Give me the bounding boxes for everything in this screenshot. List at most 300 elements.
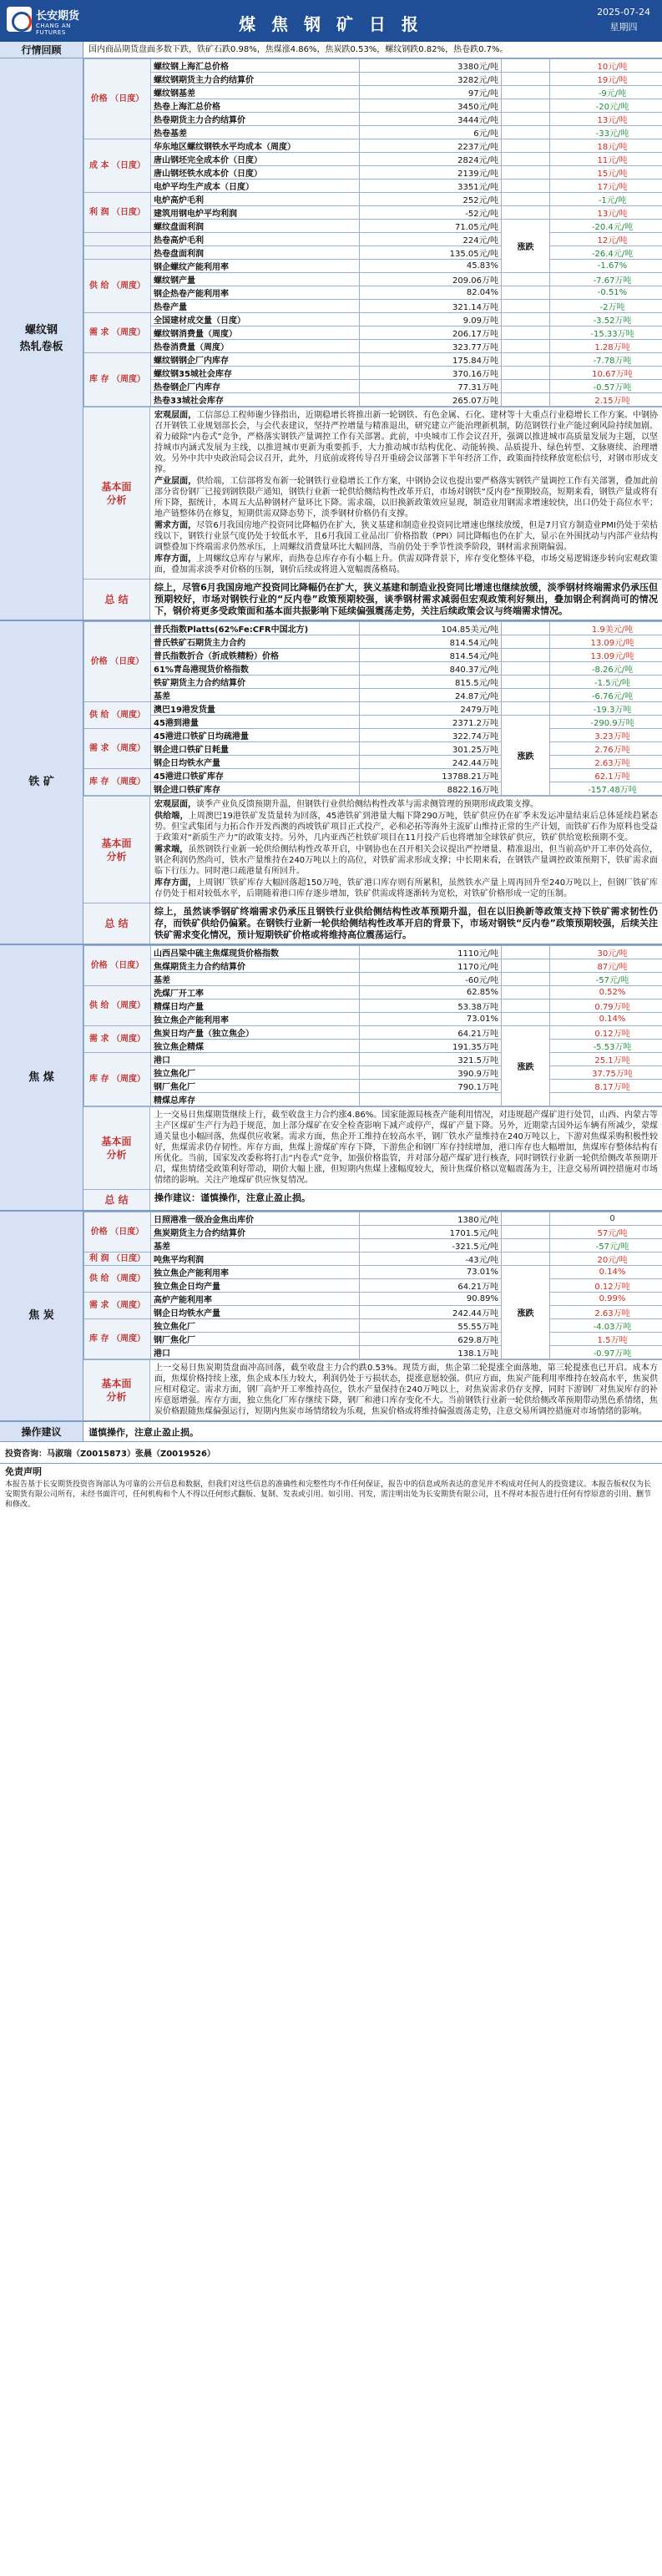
table-row [84, 716, 662, 729]
table-row [84, 86, 662, 99]
indicator-value: 224元/吨 [360, 233, 502, 246]
table-row [84, 113, 662, 126]
indicator-change: 0.14% [550, 1013, 662, 1026]
change-header: 涨跌 [502, 220, 550, 273]
indicator-name: 精煤日均产量 [151, 1000, 360, 1013]
category-cell: 供 给 （周度） [84, 702, 151, 729]
indicator-name: 高炉产能利用率 [151, 1293, 360, 1306]
indicator-change: 37.75万吨 [550, 1066, 662, 1080]
table-row [84, 1306, 662, 1319]
indicator-name: 精煤总库存 [151, 1093, 360, 1106]
indicator-change: -6.76元/吨 [550, 689, 662, 702]
indicator-name: 热卷基差 [151, 126, 360, 139]
analysis-paragraph [154, 520, 658, 553]
change-header-blank [502, 689, 550, 702]
indicator-name: 港口 [151, 1053, 360, 1066]
indicator-name: 热卷高炉毛利 [151, 233, 360, 246]
change-header-blank [502, 1239, 550, 1253]
summary-label: 总 结 [83, 903, 150, 944]
table-row [84, 1080, 662, 1093]
analysis-paragraph [154, 410, 658, 475]
fundamental-analysis-text [150, 407, 662, 579]
indicator-name: 钢企螺纹产能利用率 [151, 260, 360, 273]
change-header-blank [502, 635, 550, 649]
change-header-blank [502, 380, 550, 393]
indicator-change: 0 [550, 1212, 662, 1226]
section-label: 螺纹钢 热轧卷板 [0, 58, 83, 620]
indicator-value: -321.5元/吨 [360, 1239, 502, 1253]
indicator-change: 19元/吨 [550, 73, 662, 86]
indicator-change: 2.63万吨 [550, 1306, 662, 1319]
indicator-name: 电炉高炉毛利 [151, 193, 360, 206]
change-header-blank [502, 206, 550, 220]
indicator-change: 8.17万吨 [550, 1080, 662, 1093]
category-cell: 供 给 （周度） [84, 986, 151, 1026]
category-cell: 库 存 （周度） [84, 1053, 151, 1106]
market-review-label: 行情回顾 [0, 42, 83, 58]
fundamental-analysis-text [150, 1360, 662, 1420]
indicator-value: 135.05元/吨 [360, 246, 502, 260]
indicator-name: 全国建材成交量（日度） [151, 313, 360, 326]
fundamental-analysis [83, 1359, 662, 1420]
change-header-blank [502, 313, 550, 326]
change-header-blank [502, 1253, 550, 1266]
table-row [84, 973, 662, 986]
table-row [84, 326, 662, 340]
indicator-name: 唐山钢坯完全成本价（日度） [151, 153, 360, 166]
category-cell: 价格 （日度） [84, 1212, 151, 1253]
analysis-heading: 需求方面， [154, 521, 197, 530]
section-label: 焦 煤 [0, 945, 83, 1210]
indicator-change: -4.03万吨 [550, 1319, 662, 1333]
table-row [84, 1066, 662, 1080]
section-ore [0, 621, 662, 945]
analysis-heading: 库存方面， [154, 878, 197, 888]
indicator-name: 钢厂焦化厂 [151, 1333, 360, 1346]
table-row [84, 782, 662, 796]
summary-text: 综上，虽然谈季钢矿终端需求仍承压且钢铁行业供给侧结构性改革预期升温，但在以旧换新等政策支持下铁矿需求韧性仍存，而铁矿供给仍偏紧。在钢铁行业新一轮供给侧结构性改革开启的背景下，市场对钢铁“反内卷”政策预期较强，后续关注铁矿需求变化情况，预计短期铁矿价格或将维持高位震荡运行。 [154, 906, 658, 940]
indicator-value: 321.14万吨 [360, 300, 502, 313]
indicator-change: 1.28万吨 [550, 340, 662, 353]
analysis-heading: 库存方面， [154, 554, 197, 564]
indicator-value: 138.1万吨 [360, 1346, 502, 1359]
category-cell: 需 求 （周度） [84, 1026, 151, 1053]
table-row [84, 729, 662, 742]
category-cell: 需 求 （周度） [84, 729, 151, 769]
market-review [0, 42, 662, 58]
indicator-value: 242.44万吨 [360, 756, 502, 769]
table-row [84, 702, 662, 716]
indicator-value: 64.21万吨 [360, 1026, 502, 1040]
section-body [83, 621, 662, 944]
category-cell: 库 存 （周度） [84, 353, 151, 407]
indicator-change: 2.63万吨 [550, 756, 662, 769]
table-row [84, 635, 662, 649]
change-header-blank [502, 286, 550, 300]
indicator-value: 24.87元/吨 [360, 689, 502, 702]
table-row [84, 220, 662, 233]
fundamental-analysis-text [150, 797, 662, 903]
indicator-value: 1380元/吨 [360, 1212, 502, 1226]
analysis-paragraph [154, 1363, 658, 1417]
indicator-name: 基差 [151, 973, 360, 986]
indicator-change: -2万吨 [550, 300, 662, 313]
analysis-heading: 宏观层面， [154, 411, 197, 420]
analysis-paragraph [154, 878, 658, 899]
indicator-value: -60元/吨 [360, 973, 502, 986]
table-row [84, 340, 662, 353]
indicator-name: 热卷钢企厂内库存 [151, 380, 360, 393]
section-label: 铁 矿 [0, 621, 83, 944]
table-row [84, 273, 662, 286]
indicator-name: 普氏指数Platts(62%Fe:CFR中国北方) [151, 622, 360, 635]
indicator-name: 唐山钢坯铁水成本价（日度） [151, 166, 360, 180]
table-row [84, 1093, 662, 1106]
change-header-blank [502, 702, 550, 716]
indicator-value: 390.9万吨 [360, 1066, 502, 1080]
table-row [84, 1266, 662, 1279]
analysis-heading: 需求端， [154, 845, 189, 854]
table-row [84, 756, 662, 769]
indicator-name: 螺纹钢35城社会库存 [151, 367, 360, 380]
indicator-value: 252元/吨 [360, 193, 502, 206]
fundamental-analysis-text [150, 1107, 662, 1189]
change-header-blank [502, 166, 550, 180]
indicator-name: 独立焦企产能利用率 [151, 1266, 360, 1279]
indicator-value: 3282元/吨 [360, 73, 502, 86]
indicator-change: -7.67万吨 [550, 273, 662, 286]
indicator-change: -1元/吨 [550, 193, 662, 206]
indicator-change: 57元/吨 [550, 1226, 662, 1239]
indicator-change: 11元/吨 [550, 153, 662, 166]
table-row [84, 380, 662, 393]
indicator-change: -20元/吨 [550, 99, 662, 113]
indicator-value: 790.1万吨 [360, 1080, 502, 1093]
indicator-table [83, 58, 662, 407]
indicator-value: 191.35万吨 [360, 1040, 502, 1053]
indicator-value: 2479万吨 [360, 702, 502, 716]
indicator-table [83, 1212, 662, 1359]
analysis-heading: 产业层面， [154, 477, 197, 486]
indicator-change: 13.09元/吨 [550, 635, 662, 649]
indicator-change: -20.4元/吨 [550, 220, 662, 233]
indicator-value: 71.05元/吨 [360, 220, 502, 233]
fundamental-analysis [83, 407, 662, 579]
indicator-name: 热卷消费量（周度） [151, 340, 360, 353]
report-date: 2025-07-24 [597, 7, 650, 18]
indicator-change: 0.52% [550, 986, 662, 1000]
category-cell: 价格 （日度） [84, 946, 151, 986]
indicator-value: 97元/吨 [360, 86, 502, 99]
report-date-box [597, 5, 650, 35]
indicator-name: 港口 [151, 1346, 360, 1359]
category-cell: 利 润 （日度） [84, 193, 151, 233]
indicator-value: 175.84万吨 [360, 353, 502, 367]
section-label: 焦 炭 [0, 1212, 83, 1420]
indicator-value: 323.77万吨 [360, 340, 502, 353]
table-row [84, 1040, 662, 1053]
indicator-name: 钢企日均铁水产量 [151, 1306, 360, 1319]
indicator-value: -43元/吨 [360, 1253, 502, 1266]
indicator-table [83, 621, 662, 796]
table-row [84, 286, 662, 300]
indicator-value: 242.44万吨 [360, 1306, 502, 1319]
table-row [84, 166, 662, 180]
change-header-blank [502, 367, 550, 380]
change-header-blank [502, 153, 550, 166]
indicator-name: 钢企进口铁矿日耗量 [151, 742, 360, 756]
change-header-blank [502, 126, 550, 139]
indicator-value: 62.85% [360, 986, 502, 1000]
summary-label: 总 结 [83, 1190, 150, 1210]
disclaimer-text: 本报告基于长安期货投资咨询部认为可靠的公开信息和数据，但我们对这些信息的准确性和完整性均不作任何保证，报告中的信息或所表达的意见并不构成对任何人的投资建议。本报告版权仅为长安期货有限公司所有，未经书面许可，任何机构和个人不得以任何形式翻版、复制、发表或引用。如引用、刊发，需注明出处为长安期货有限公司，且不得对本报告进行任何有悖原意的引用、删节和修改。 [5, 1480, 652, 1509]
indicator-name: 钢厂焦化厂 [151, 1080, 360, 1093]
change-header-blank [502, 59, 550, 73]
indicator-name: 焦炭日均产量（独立焦企） [151, 1026, 360, 1040]
indicator-change: 13.09元/吨 [550, 649, 662, 662]
analyst-info: 投资咨询：马淑瑞（Z0015873）张晨（Z0019526） [0, 1442, 662, 1464]
indicator-value: 301.25万吨 [360, 742, 502, 756]
indicator-value: 206.17万吨 [360, 326, 502, 340]
operation-advice-text: 谨慎操作，注意止盈止损。 [88, 1427, 199, 1438]
analysis-body: 谈季产业负反馈预期升温，但钢铁行业供给侧结构性改革与需求侧管理的预期形成政策支撑。 [196, 800, 538, 809]
table-row [84, 1346, 662, 1359]
indicator-value: 73.01% [360, 1266, 502, 1279]
indicator-value: 2139元/吨 [360, 166, 502, 180]
indicator-name: 45港进口铁矿库存 [151, 769, 360, 782]
analysis-body: 工信部总工程师谢少锋指出，近期稳增长将推出新一轮钢铁、有色金属、石化、建材等十大重点行业稳增长工作方案。中钢协召开钢铁工业规划部长会，与会代表建议，坚持严控增量与精准退出，研究建立产能治理新机制，防范钢铁行业产能过剩风险持续加剧。着力破除“内卷式”竞争，严格落实钢铁产量调控工作有关部署。此前，中央城市工作会议召开，强调以推进城市高质量发展为主题，以坚持城市内涵式发展为主线，以推进城市更新为重要抓手，大力推动城市结构优化、动能转换、品质提升、绿色转型、文脉赓续、治理增效。另外中共中央政治局会议召开，此外，月底前或将传导召开重磅会议部署下半年经济工作，政策面持续释放宽松信号，对钢市形成支撑。 [154, 411, 659, 474]
change-header-blank [502, 86, 550, 99]
indicator-value: 77.31万吨 [360, 380, 502, 393]
change-header-blank [502, 99, 550, 113]
table-row [84, 1212, 662, 1226]
category-cell: 利 润 （日度） [84, 1253, 151, 1266]
indicator-change: -5.53万吨 [550, 1040, 662, 1053]
fundamental-analysis-label: 基本面 分析 [83, 797, 150, 903]
indicator-change: -0.97万吨 [550, 1346, 662, 1359]
indicator-change: -0.57万吨 [550, 380, 662, 393]
table-row [84, 1279, 662, 1293]
indicator-value: 13788.21万吨 [360, 769, 502, 782]
operation-advice [0, 1422, 662, 1442]
indicator-name: 建筑用钢电炉平均利润 [151, 206, 360, 220]
section-body [83, 1212, 662, 1420]
indicator-name: 吨焦平均利润 [151, 1253, 360, 1266]
analysis-heading: 供给端， [154, 812, 189, 821]
logo-name: 长安期货 [36, 10, 80, 23]
table-row [84, 139, 662, 153]
table-row [84, 260, 662, 273]
indicator-name: 热卷盘面利润 [151, 246, 360, 260]
indicator-change: -3.52万吨 [550, 313, 662, 326]
change-header-blank [502, 649, 550, 662]
change-header-blank [502, 959, 550, 973]
indicator-change: -1.5元/吨 [550, 676, 662, 689]
indicator-change: -57元/吨 [550, 973, 662, 986]
indicator-change: -0.51% [550, 286, 662, 300]
indicator-change: -57元/吨 [550, 1239, 662, 1253]
logo-english: CHANG AN FUTURES [36, 23, 71, 36]
indicator-change: 10.67万吨 [550, 367, 662, 380]
change-header-blank [502, 393, 550, 407]
indicator-change: 1.9美元/吨 [550, 622, 662, 635]
analysis-paragraph [154, 554, 658, 575]
analysis-paragraph [154, 844, 658, 877]
indicator-value: 265.07万吨 [360, 393, 502, 407]
indicator-name: 澳巴19港发货量 [151, 702, 360, 716]
indicator-change: 0.14% [550, 1266, 662, 1279]
table-row [84, 206, 662, 220]
table-row [84, 233, 662, 246]
table-row [84, 1000, 662, 1013]
indicator-change: 0.79万吨 [550, 1000, 662, 1013]
table-row [84, 393, 662, 407]
indicator-change: -1.67% [550, 260, 662, 273]
indicator-change: -19.3万吨 [550, 702, 662, 716]
indicator-name: 61%青岛港现货价格指数 [151, 662, 360, 676]
report-weekday: 星期四 [609, 22, 638, 33]
category-cell: 成 本 （日度） [84, 139, 151, 193]
table-row [84, 99, 662, 113]
report-header [0, 0, 662, 42]
indicator-value: 45.83% [360, 260, 502, 273]
category-cell: 价格 （日度） [84, 59, 151, 139]
indicator-name: 华东地区螺纹钢铁水平均成本（周度） [151, 139, 360, 153]
category-cell: 需 求 （周度） [84, 313, 151, 353]
change-header-blank [502, 622, 550, 635]
change-header-blank [502, 662, 550, 676]
indicator-value: 629.8万吨 [360, 1333, 502, 1346]
indicator-change: 20元/吨 [550, 1253, 662, 1266]
section-coking-coal [0, 945, 662, 1212]
indicator-value: 8822.16万吨 [360, 782, 502, 796]
category-cell [84, 233, 151, 246]
indicator-value: 322.74万吨 [360, 729, 502, 742]
indicator-value: 2237元/吨 [360, 139, 502, 153]
table-row [84, 180, 662, 193]
indicator-change [550, 1093, 662, 1106]
table-row [84, 1239, 662, 1253]
indicator-change: 1.5万吨 [550, 1333, 662, 1346]
indicator-value: 370.16万吨 [360, 367, 502, 380]
indicator-change: 13元/吨 [550, 206, 662, 220]
indicator-value: 1110元/吨 [360, 946, 502, 959]
indicator-change: 62.1万吨 [550, 769, 662, 782]
table-row [84, 1253, 662, 1266]
indicator-name: 焦炭期货主力合约结算价 [151, 1226, 360, 1239]
change-header-blank [502, 676, 550, 689]
indicator-change: -8.26元/吨 [550, 662, 662, 676]
table-row [84, 689, 662, 702]
indicator-change: 15元/吨 [550, 166, 662, 180]
category-cell: 供 给 （周度） [84, 1266, 151, 1293]
analysis-body: 尽管6月我国房地产投资同比降幅仍在扩大，狭义基建和制造业投资同比增速也继续放缓，但是7月官方制造业PMI仍处于荣枯线以下，钢铁行业景气度仍处于较低水平，且6月我国工业品出厂价格指数（PPI）同比降幅也仍在扩大，显示在外围扰动与内部产业结构调整叠加下终端需求仍然承压，上周螺纹消费量环比大幅回落，当前仍处于季节性淡季阶段，钢材需求预期偏弱。 [154, 521, 658, 552]
change-header-blank [502, 273, 550, 286]
table-row [84, 1013, 662, 1026]
indicator-name: 基差 [151, 1239, 360, 1253]
indicator-name: 螺纹钢基差 [151, 86, 360, 99]
indicator-name: 热卷33城社会库存 [151, 393, 360, 407]
table-row [84, 313, 662, 326]
analysis-body: 上一交易日焦煤期货继续上行，截至收盘主力合约涨4.86%。国家能源局核查产能利用情况，对违规超产煤矿进行处罚，山西、内蒙古等主产区煤矿生产行为趋于规范，加上部分煤矿在安全检查影响下减产或停产，煤矿产量下降。另外，近期蒙古国外运车辆有所减少，蒙煤通关量也小幅回落，焦煤供应收紧。需求方面，焦企开工维持在较高水平，钢厂铁水产量维持在240万吨以上，下游对焦煤采购积极性较好，焦煤需求仍存韧性。库存方面，焦煤上游煤矿库存下降，下游焦企和钢厂库存持续增加，港口库存也大幅增加，焦煤库存整体结构有所优化。当前，国家发改委称将打击“内卷式”竞争，加强价格监管，并对部分超产煤矿进行核查，同时钢铁行业新一轮供给侧改革预期开启，煤焦情绪受政策利好带动，期价大幅上涨，但短期内焦煤上涨幅度较大，预计焦煤价格以宽幅震荡为主，注意交易所调控措施对市场情绪的影响。关注产地煤矿供应恢复情况。 [154, 1111, 658, 1185]
change-header-blank [502, 946, 550, 959]
indicator-change: 87元/吨 [550, 959, 662, 973]
indicator-name: 洗煤厂开工率 [151, 986, 360, 1000]
table-row [84, 59, 662, 73]
indicator-name: 热卷产量 [151, 300, 360, 313]
indicator-name: 独立焦企精煤 [151, 1040, 360, 1053]
indicator-value: 3351元/吨 [360, 180, 502, 193]
change-header-blank [502, 1000, 550, 1013]
table-row [84, 649, 662, 662]
indicator-name: 独立焦企产能利用率 [151, 1013, 360, 1026]
table-row [84, 300, 662, 313]
indicator-change: -26.4元/吨 [550, 246, 662, 260]
indicator-name: 钢企进口铁矿库存 [151, 782, 360, 796]
change-header: 涨跌 [502, 716, 550, 796]
change-header-blank [502, 300, 550, 313]
change-header: 涨跌 [502, 1266, 550, 1359]
change-header-blank [502, 986, 550, 1000]
indicator-value: 321.5万吨 [360, 1053, 502, 1066]
table-row [84, 662, 662, 676]
table-row [84, 742, 662, 756]
indicator-change: 3.23万吨 [550, 729, 662, 742]
indicator-change: 18元/吨 [550, 139, 662, 153]
table-row [84, 1293, 662, 1306]
summary-text: 综上，尽管6月我国房地产投资同比降幅仍在扩大，狭义基建和制造业投资同比增速也继续放缓，淡季钢材终端需求仍承压但预期较好，市场对钢铁行业的“反内卷”政策预期较强，谈季钢材需求减弱但宏观政策利好频出，叠加钢企利润尚可的情况下，钢价将更多受政策面和基本面共振影响下延续偏强震荡走势，关注后续政策会议与终端需求情况。 [154, 582, 658, 616]
change-header-blank [502, 353, 550, 367]
category-cell: 库 存 （周度） [84, 769, 151, 796]
indicator-name: 螺纹钢消费量（周度） [151, 326, 360, 340]
table-row [84, 353, 662, 367]
indicator-change: -290.9万吨 [550, 716, 662, 729]
table-row [84, 622, 662, 635]
indicator-name: 螺纹钢产量 [151, 273, 360, 286]
indicator-name: 日照港准一级冶金焦出库价 [151, 1212, 360, 1226]
change-header-blank [502, 73, 550, 86]
change-header-blank [502, 180, 550, 193]
indicator-name: 铁矿期货主力合约结算价 [151, 676, 360, 689]
indicator-name: 螺纹钢钢企厂内库存 [151, 353, 360, 367]
indicator-name: 45港到港量 [151, 716, 360, 729]
analysis-body: 上周澳巴19港铁矿发货量转为回落，45港铁矿到港量大幅下降290万吨，铁矿供应仍在矿季末发运冲量结束后总体延续趋紧态势。但宝武集团与力拓合作开发西澳的西坡铁矿项目正式投产，必和必拓等海外主流矿山维持正常的生产计划，而铁矿石作为原料也受益于政策对“新质生产力”的政策支持。另外，几内亚西芒杜铁矿项目在11月投产后也将增加全球铁矿供应，铁矿供给宽松预期不变。 [154, 812, 658, 843]
change-header-blank [502, 139, 550, 153]
indicator-value: 814.54元/吨 [360, 635, 502, 649]
analysis-body: 供给端，工信部将发布新一轮钢铁行业稳增长工作方案，中钢协会议也提出要严格落实钢铁产量调控工作有关部署，叠加此前部分省份钢厂已接到钢铁限产通知，钢铁行业新一轮供给侧结构性改革开启，市场对钢铁“反内卷”预期较高，短期来看，钢铁产量或将有所下降，据统计，本周五大品种钢材产量环比下降。需求端，以旧换新政策效应显现，制造业用钢需求增速较快，出口仍处于高位水平；地产链整体仍在修复，短期供需双降态势下，淡季钢材价格仍有支撑。 [154, 477, 659, 519]
indicator-value: 82.04% [360, 286, 502, 300]
indicator-change: 10元/吨 [550, 59, 662, 73]
analysis-body: 虽然钢铁行业新一轮供给侧结构性改革开启，中钢协也在召开相关会议提出严控增量、精准退出，但当前高炉开工率仍处高位，钢企利润仍然尚可，铁水产量维持在240万吨以上的高位，对铁矿需求形成支撑；中长期来看，在钢铁产量调控政策预期下，铁矿需求面临下行压力。同时港口疏港量有所回升。 [154, 845, 659, 876]
section-coke [0, 1212, 662, 1422]
change-header-blank [502, 1226, 550, 1239]
indicator-change: 2.76万吨 [550, 742, 662, 756]
category-cell [84, 246, 151, 260]
table-row [84, 1319, 662, 1333]
indicator-value: 840.37元/吨 [360, 662, 502, 676]
indicator-change: 30元/吨 [550, 946, 662, 959]
indicator-name: 基差 [151, 689, 360, 702]
sections-container [0, 58, 662, 1422]
change-header-blank [502, 326, 550, 340]
indicator-value: 3444元/吨 [360, 113, 502, 126]
change-header: 涨跌 [502, 1026, 550, 1106]
table-row [84, 1053, 662, 1066]
indicator-value: 209.06万吨 [360, 273, 502, 286]
table-row [84, 246, 662, 260]
indicator-value: 6元/吨 [360, 126, 502, 139]
report-title: 煤 焦 钢 矿 日 报 [239, 14, 423, 34]
